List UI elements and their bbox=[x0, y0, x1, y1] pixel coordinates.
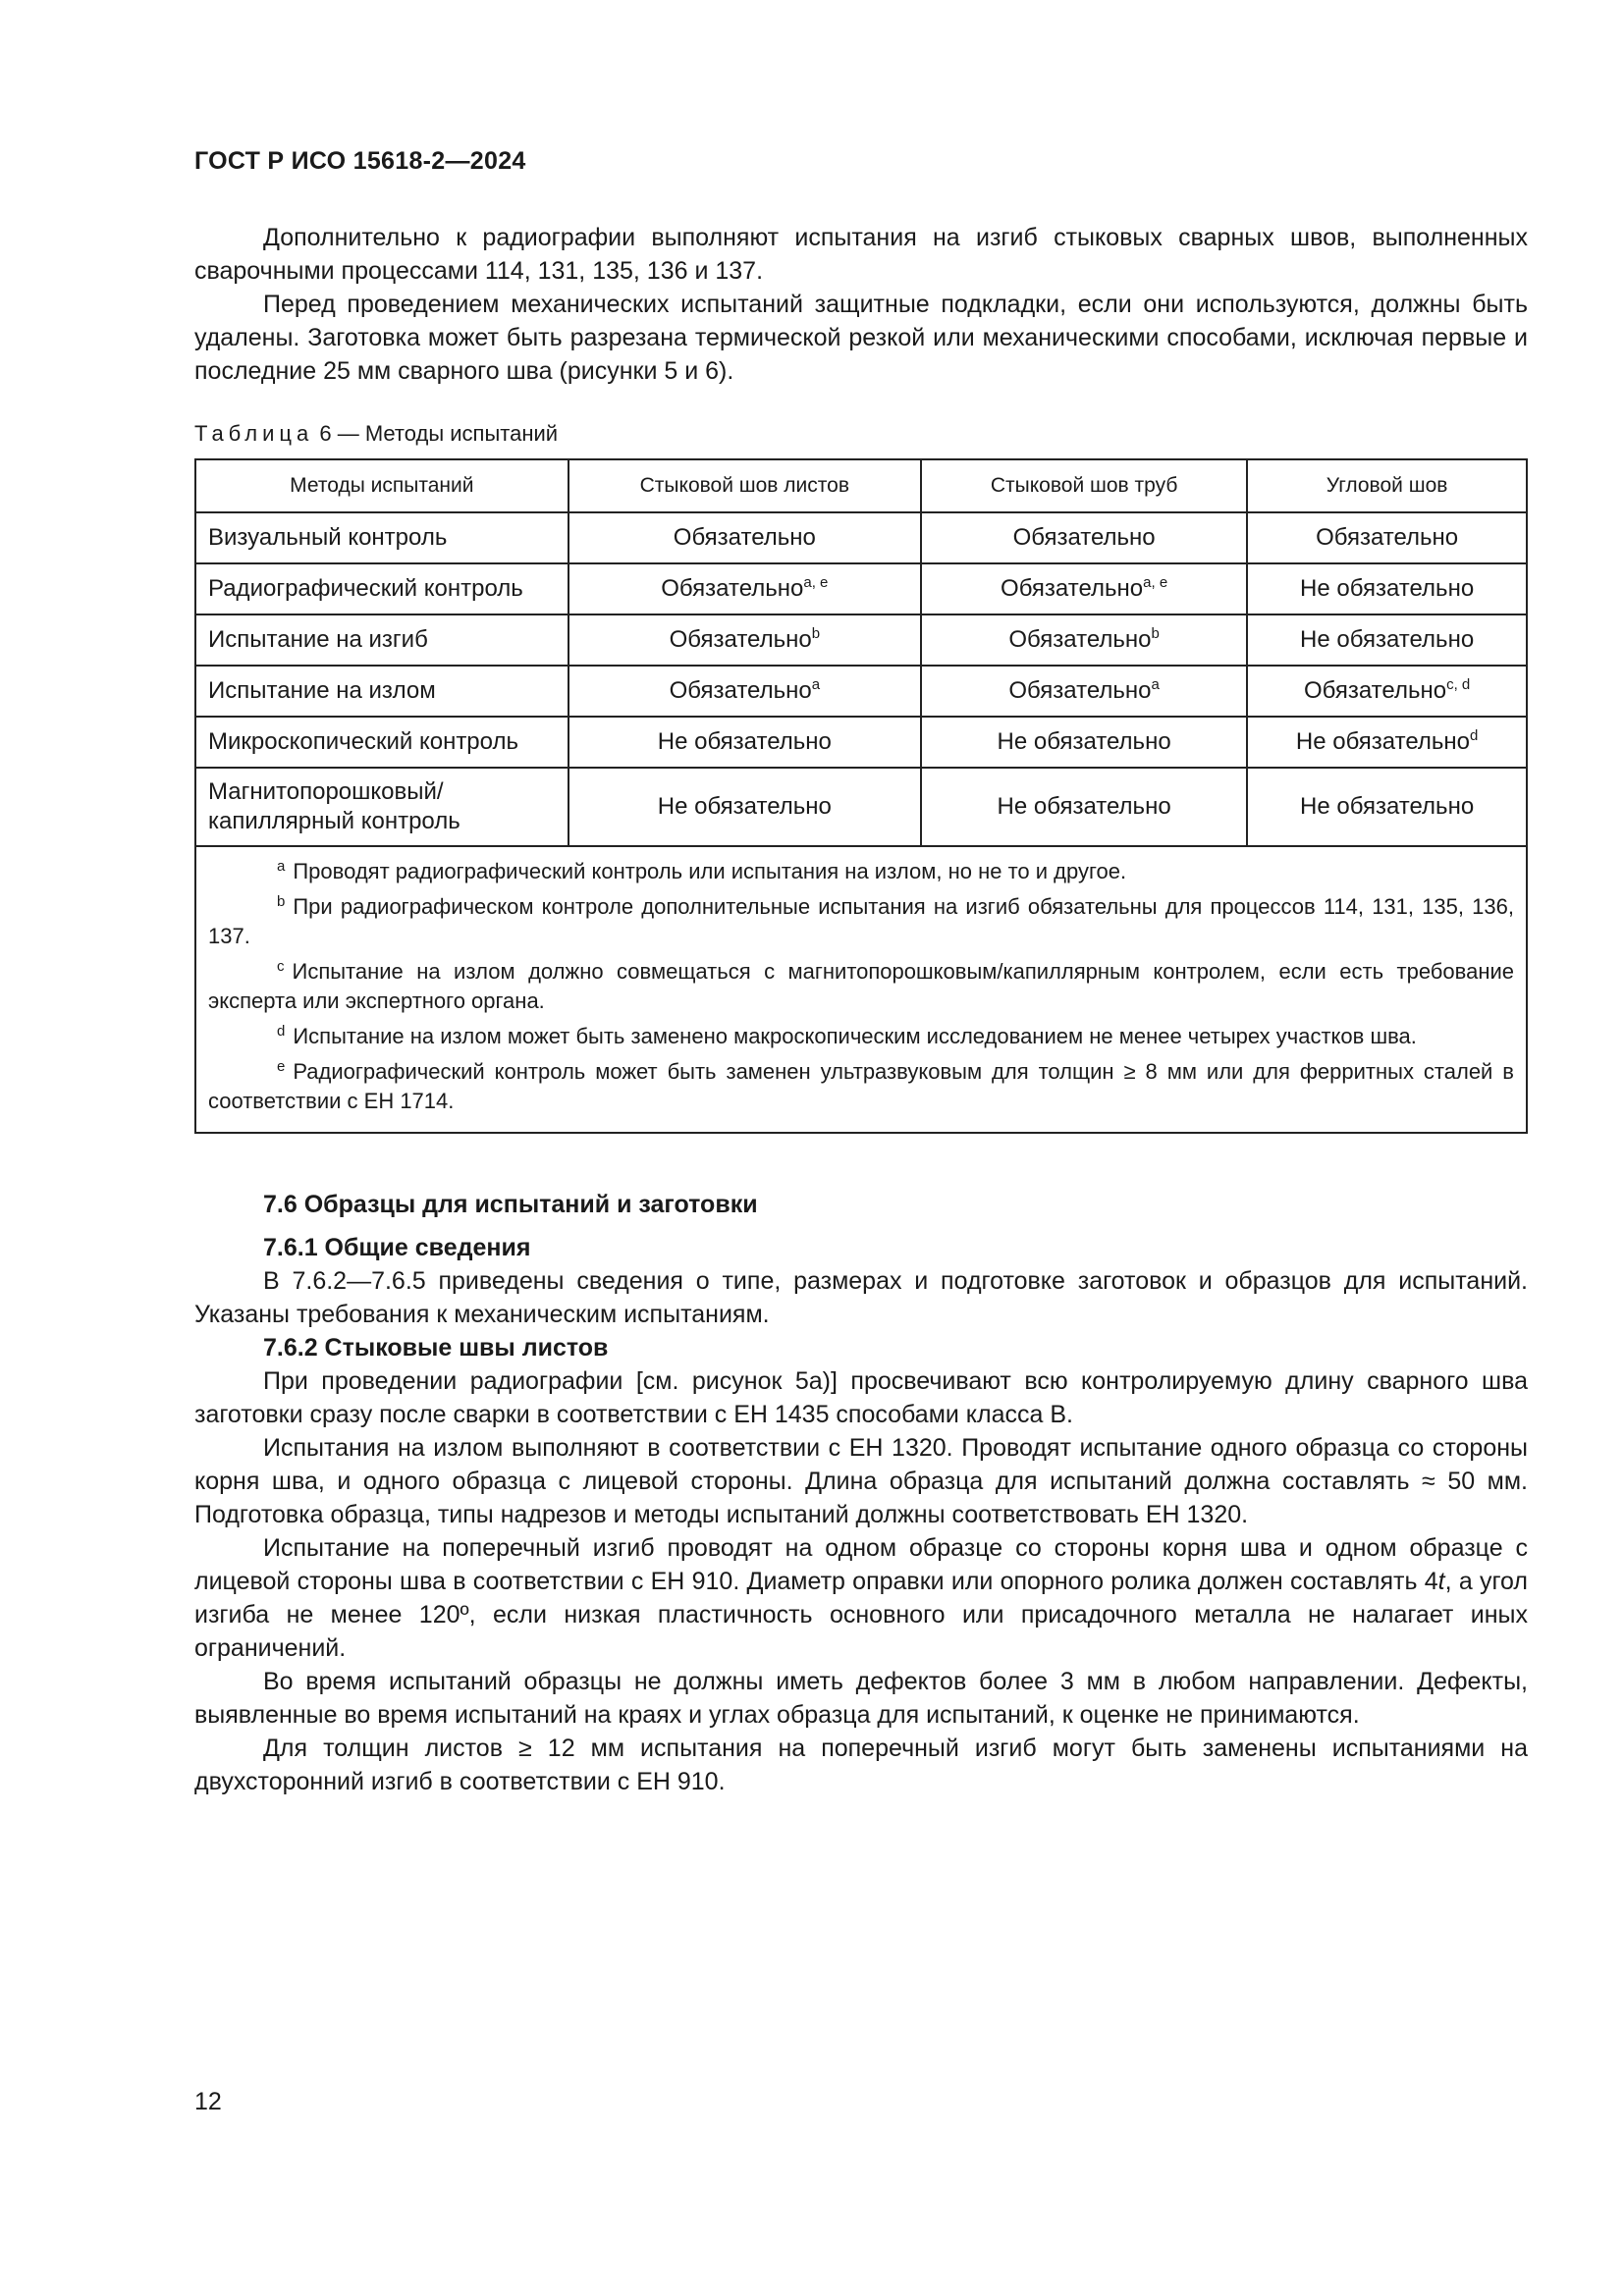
table-row bbox=[195, 563, 1527, 614]
paragraph-bend-test bbox=[194, 1531, 1528, 1665]
column-header: Угловой шов bbox=[1247, 459, 1527, 512]
document-page bbox=[194, 147, 1528, 1798]
plates-cell bbox=[568, 768, 921, 846]
plates-cell bbox=[568, 717, 921, 768]
cell-value: Не обязательно bbox=[657, 793, 832, 820]
method-cell: Радиографический контроль bbox=[195, 563, 568, 614]
cell-value: Обязательно bbox=[1303, 677, 1447, 704]
method-cell: Магнитопорошковый/ капиллярный контроль bbox=[195, 768, 568, 846]
cell-value: Обязательно bbox=[1012, 524, 1156, 551]
method-cell: Микроскопический контроль bbox=[195, 717, 568, 768]
method-cell: Визуальный контроль bbox=[195, 512, 568, 563]
plates-cell bbox=[568, 512, 921, 563]
note-mark: e bbox=[277, 1057, 286, 1075]
section-heading-7-6-1: 7.6.1 Общие сведения bbox=[263, 1234, 531, 1261]
column-header: Методы испытаний bbox=[195, 459, 568, 512]
footnote-ref: b bbox=[811, 625, 821, 642]
fillet-cell bbox=[1247, 614, 1527, 666]
footnote-ref: a, e bbox=[1143, 574, 1168, 591]
cell-value: Не обязательно bbox=[1300, 626, 1475, 653]
paragraph-7-6-1: В 7.6.2—7.6.5 приведены сведения о типе, размерах и подготовке заготовок и образцов для испытаний. Указаны требования к механическим испытаниям. bbox=[194, 1267, 1528, 1328]
footnote-ref: a, e bbox=[803, 574, 829, 591]
table-row bbox=[195, 614, 1527, 666]
footnote-ref: c, d bbox=[1446, 676, 1471, 693]
paragraph-radiography: При проведении радиографии [см. рисунок 5а)] просвечивают всю контролируемую длину сварного шва заготовки сразу после сварки в соответствии с ЕН 1435 способами класса В. bbox=[194, 1367, 1528, 1428]
cell-value: Не обязательно bbox=[1300, 575, 1475, 602]
fillet-cell bbox=[1247, 666, 1527, 717]
paragraph-defects: Во время испытаний образцы не должны иметь дефектов более 3 мм в любом направлении. Дефекты, выявленные во время испытаний на краях и углах образца для испытаний, к оценке не принимаются. bbox=[194, 1668, 1528, 1729]
fillet-cell bbox=[1247, 563, 1527, 614]
cell-value: Обязательно bbox=[1008, 626, 1152, 653]
plates-cell bbox=[568, 614, 921, 666]
table-caption bbox=[194, 421, 1528, 447]
plates-cell bbox=[568, 666, 921, 717]
note-mark: c bbox=[277, 957, 285, 975]
note-text: Испытание на излом должно совмещаться с магнитопорошковым/капиллярным контролем, если есть требование эксперта или экспертного органа. bbox=[208, 959, 1514, 1013]
cell-value: Обязательно bbox=[1001, 575, 1144, 602]
note-mark: a bbox=[277, 857, 286, 875]
method-cell: Испытание на изгиб bbox=[195, 614, 568, 666]
footnote-ref: d bbox=[1470, 727, 1479, 744]
table-row bbox=[195, 666, 1527, 717]
paragraph-double-bend: Для толщин листов ≥ 12 мм испытания на поперечный изгиб могут быть заменены испытаниями на двухсторонний изгиб в соответствии с ЕН 910. bbox=[194, 1735, 1528, 1795]
method-cell: Испытание на излом bbox=[195, 666, 568, 717]
cell-value: Обязательно bbox=[673, 524, 816, 551]
intro-paragraph-2: Перед проведением механических испытаний защитные подкладки, если они используются, должны быть удалены. Заготовка может быть разрезана термической резкой или механическими способами, исключая первые и последние 25 мм сварного шва (рисунки 5 и 6). bbox=[194, 291, 1528, 385]
pipes-cell bbox=[921, 768, 1247, 846]
pipes-cell bbox=[921, 614, 1247, 666]
table-note bbox=[208, 1022, 1514, 1051]
note-text: Радиографический контроль может быть заменен ультразвуковым для толщин ≥ 8 мм или для ферритных сталей в соответствии с ЕН 1714. bbox=[208, 1059, 1514, 1113]
table-caption-label: Таблица bbox=[194, 421, 314, 446]
pipes-cell bbox=[921, 563, 1247, 614]
pipes-cell bbox=[921, 666, 1247, 717]
page-number: 12 bbox=[194, 2088, 222, 2115]
column-header: Стыковой шов труб bbox=[921, 459, 1247, 512]
table-caption-title: 6 — Методы испытаний bbox=[313, 421, 559, 446]
bend-text-start: Испытание на поперечный изгиб проводят на одном образце со стороны корня шва и одном образце с лицевой стороны шва в соответствии с ЕН 910. Диаметр оправки или опорного ролика должен составлять 4 bbox=[194, 1534, 1528, 1595]
table-row bbox=[195, 512, 1527, 563]
table-row bbox=[195, 717, 1527, 768]
table-note bbox=[208, 957, 1514, 1016]
cell-value: Обязательно bbox=[1008, 677, 1152, 704]
table-row bbox=[195, 768, 1527, 846]
plates-cell bbox=[568, 563, 921, 614]
table-note bbox=[208, 857, 1514, 886]
pipes-cell bbox=[921, 512, 1247, 563]
table-notes-row bbox=[195, 846, 1527, 1133]
cell-value: Обязательно bbox=[669, 626, 812, 653]
cell-value: Не обязательно bbox=[997, 793, 1171, 820]
section-heading-7-6: 7.6 Образцы для испытаний и заготовки bbox=[263, 1191, 758, 1218]
fillet-cell bbox=[1247, 768, 1527, 846]
intro-paragraph-1: Дополнительно к радиографии выполняют испытания на изгиб стыковых сварных швов, выполненных сварочными процессами 114, 131, 135, 136 и 137. bbox=[194, 224, 1528, 285]
note-mark: b bbox=[277, 892, 286, 910]
table-note bbox=[208, 1057, 1514, 1116]
cell-value: Не обязательно bbox=[997, 728, 1171, 755]
note-mark: d bbox=[277, 1022, 286, 1040]
note-text: При радиографическом контроле дополнительные испытания на изгиб обязательны для процессов 114, 131, 135, 136, 137. bbox=[208, 894, 1514, 948]
footnote-ref: a bbox=[811, 676, 821, 693]
table-notes bbox=[195, 846, 1527, 1133]
cell-value: Не обязательно bbox=[1300, 793, 1475, 820]
pipes-cell bbox=[921, 717, 1247, 768]
footnote-ref: a bbox=[1151, 676, 1160, 693]
note-text: Проводят радиографический контроль или испытания на излом, но не то и другое. bbox=[293, 859, 1127, 883]
cell-value: Не обязательно bbox=[1295, 728, 1470, 755]
table-header-row bbox=[195, 459, 1527, 512]
section-heading-7-6-2: 7.6.2 Стыковые швы листов bbox=[263, 1334, 609, 1362]
cell-value: Обязательно bbox=[1316, 524, 1459, 551]
table-note bbox=[208, 892, 1514, 951]
footnote-ref: b bbox=[1151, 625, 1160, 642]
test-methods-table bbox=[194, 458, 1528, 1134]
thickness-symbol: t bbox=[1437, 1568, 1445, 1595]
column-header: Стыковой шов листов bbox=[568, 459, 921, 512]
bend-text-end: , а угол изгиба не менее 120º, если низкая пластичность основного или присадочного металла не налагает иных ограничений. bbox=[194, 1568, 1528, 1662]
note-text: Испытание на излом может быть заменено макроскопическим исследованием не менее четырех участков шва. bbox=[293, 1024, 1417, 1048]
paragraph-fracture-test: Испытания на излом выполняют в соответствии с ЕН 1320. Проводят испытание одного образца со стороны корня шва, и одного образца с лицевой стороны. Длина образца для испытаний должна составлять ≈ 50 мм. Подготовка образца, типы надрезов и методы испытаний должны соответствовать ЕН 1320. bbox=[194, 1434, 1528, 1528]
document-code: ГОСТ Р ИСО 15618-2—2024 bbox=[194, 147, 526, 175]
cell-value: Обязательно bbox=[661, 575, 804, 602]
cell-value: Не обязательно bbox=[657, 728, 832, 755]
fillet-cell bbox=[1247, 512, 1527, 563]
cell-value: Обязательно bbox=[669, 677, 812, 704]
fillet-cell bbox=[1247, 717, 1527, 768]
